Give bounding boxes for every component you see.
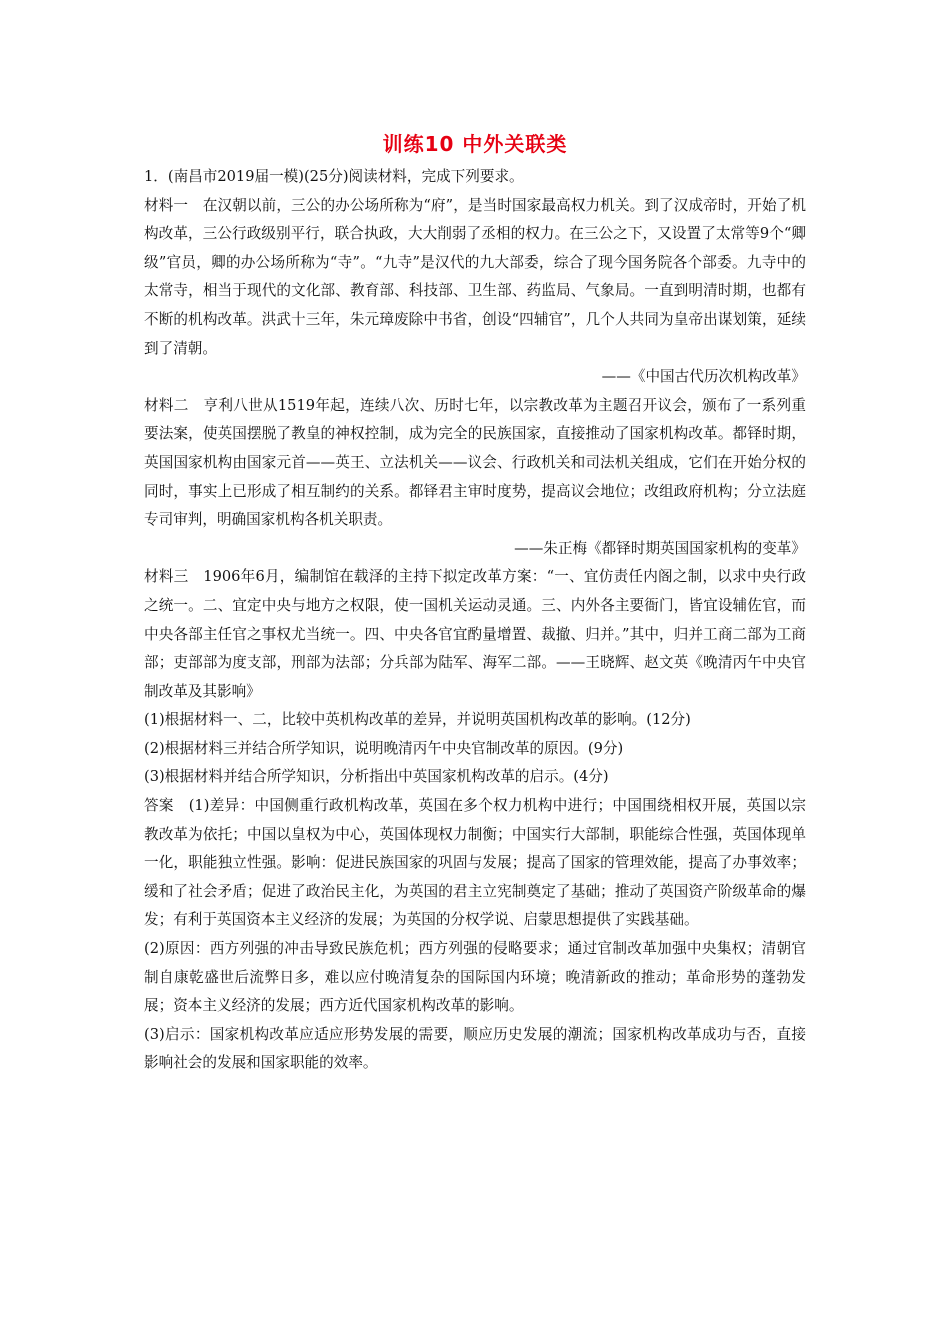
answer-1: 答案 (1)差异：中国侧重行政机构改革，英国在多个权力机构中进行；中国围绕相权开展，英国以宗教改革为依托；中国以皇权为中心，英国体现权力制衡；中国实行大部制，职能综合性强，英国体现单一化，职能独立性强。影响：促进民族国家的巩固与发展；提高了国家的管理效能，提高了办事效率；缓和了社会矛盾；促进了政治民主化，为英国的君主立宪制奠定了基础；推动了英国资产阶级革命的爆发；有利于英国资本主义经济的发展；为英国的分权学说、启蒙思想提供了实践基础。	[144, 797, 806, 929]
page-title: 训练10 中外关联类	[382, 132, 568, 156]
material-two-text: 材料二 亨利八世从1519年起，连续八次、历时七年，以宗教改革为主题召开议会，颁布了一系列重要法案，使英国摆脱了教皇的神权控制，成为完全的民族国家，直接推动了国家机构改革。都铎时期，英国国家机构由国家元首——英王、立法机关——议会、行政机关和司法机关组成，它们在开始分权的同时，事实上已形成了相互制约的关系。都铎君主审时度势，提高议会地位；改组政府机构；分立法庭专司审判，明确国家机构各机关职责。	[144, 396, 806, 529]
material-one-text: 材料一 在汉朝以前，三公的办公场所称为“府”，是当时国家最高权力机关。到了汉成帝时，开始了机构改革，三公行政级别平行，联合执政，大大削弱了丞相的权力。在三公之下，又设置了太常等9个“卿级”官员，卿的办公场所称为“寺”。“九寺”是汉代的九大部委，综合了现今国务院各个部委。九寺中的太常寺，相当于现代的文化部、教育部、科技部、卫生部、药监局、气象局。一直到明清时期，也都有不断的机构改革。洪武十三年，朱元璋废除中书省，创设“四辅官”，几个人共同为皇帝出谋划策，延续到了清朝。	[144, 196, 806, 357]
question-header: 1．(南昌市2019届一模)(25分)阅读材料，完成下列要求。	[144, 168, 524, 185]
answer-3: (3)启示：国家机构改革应适应形势发展的需要，顺应历史发展的潮流；国家机构改革成功与否，直接影响社会的发展和国家职能的效率。	[144, 1025, 806, 1072]
question-3: (3)根据材料并结合所学知识，分析指出中英国家机构改革的启示。(4分)	[144, 768, 609, 786]
answer-2: (2)原因：西方列强的冲击导致民族危机；西方列强的侵略要求；通过官制改革加强中央集权；清朝官制自康乾盛世后流弊日多，难以应付晚清复杂的国际国内环境；晚清新政的推动；革命形势的蓬勃发展；资本主义经济的发展；西方近代国家机构改革的影响。	[144, 940, 806, 1015]
material-one-source: ——《中国古代历次机构改革》	[601, 368, 806, 386]
question-1: (1)根据材料一、二，比较中英机构改革的差异，并说明英国机构改革的影响。(12分)	[144, 711, 691, 729]
material-two-source: ——朱正梅《都铎时期英国国家机构的变革》	[514, 539, 806, 557]
material-three-text: 材料三 1906年6月，编制馆在载泽的主持下拟定改革方案：“一、宜仿责任内阁之制，以求中央行政之统一。二、宜定中央与地方之权限，使一国机关运动灵通。三、内外各主要衙门，皆宜设辅佐官，而中央各部主任官之事权尤当统一。四、中央各官宜酌量增置、裁撤、归并。”其中，归并工商二部为工商部；吏部部为度支部，刑部为法部；分兵部为陆军、海军二部。——王晓辉、赵文英《晚清丙午中央官制改革及其影响》	[144, 568, 806, 700]
question-2: (2)根据材料三并结合所学知识，说明晚清丙午中央官制改革的原因。(9分)	[144, 739, 624, 757]
document-body	[144, 163, 806, 1078]
